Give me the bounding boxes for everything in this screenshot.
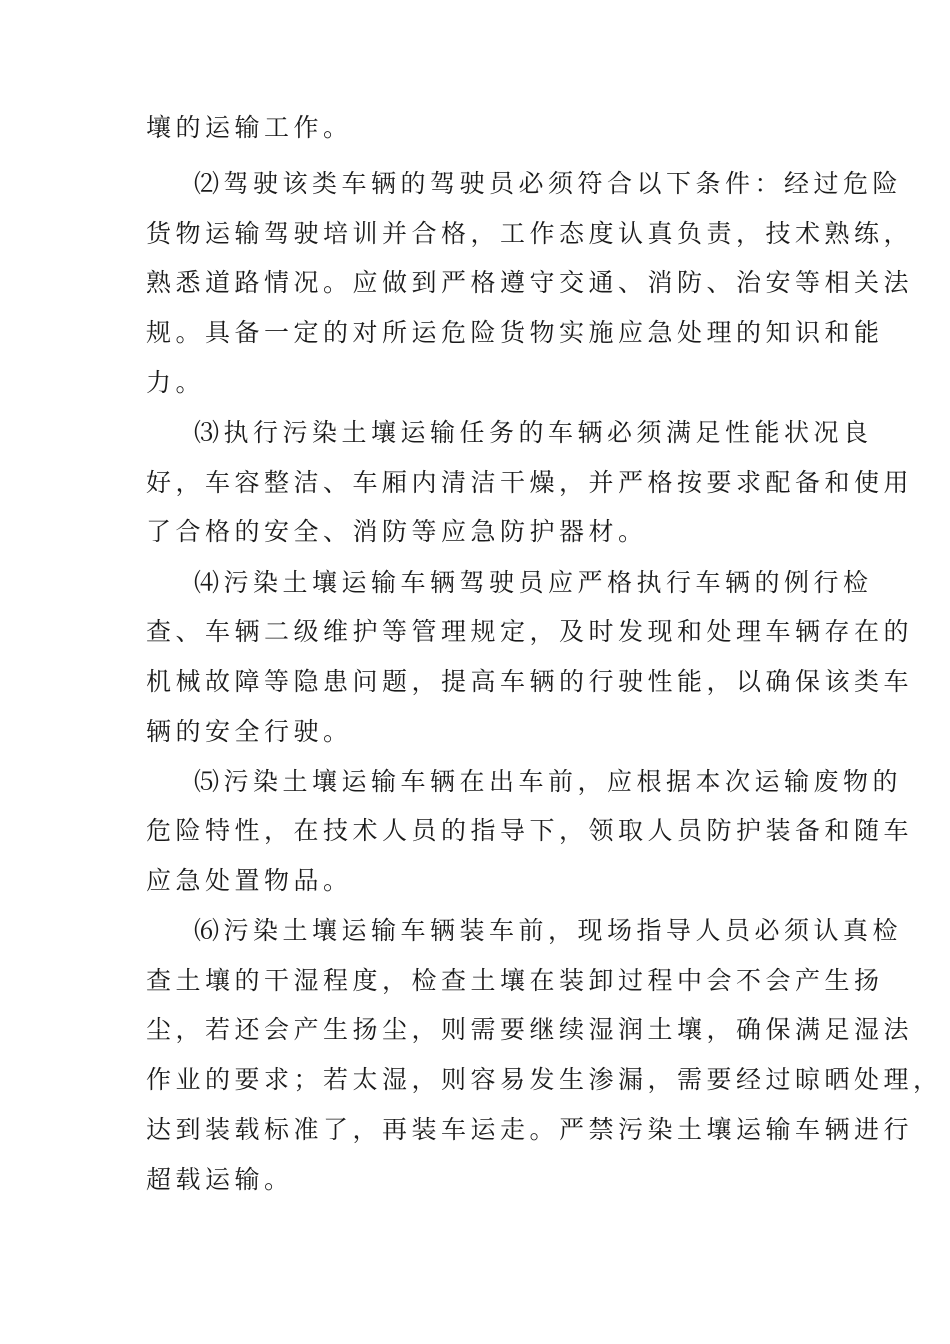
text-line: 机械故障等隐患问题，提高车辆的行驶性能，以确保该类车 — [146, 667, 914, 696]
text-line: 应急处置物品。 — [146, 866, 353, 895]
text-line: 查土壤的干湿程度，检查土壤在装卸过程中会不会产生扬 — [146, 966, 884, 995]
text-line: 货物运输驾驶培训并合格，工作态度认真负责，技术熟练， — [146, 219, 914, 248]
paragraph-5-start: ⑸污染土壤运输车辆在出车前，应根据本次运输废物的 — [194, 767, 903, 796]
text-line: 超载运输。 — [146, 1165, 294, 1194]
paragraph-3-start: ⑶执行污染土壤运输任务的车辆必须满足性能状况良 — [194, 418, 873, 447]
paragraph-4-start: ⑷污染土壤运输车辆驾驶员应严格执行车辆的例行检 — [194, 568, 873, 597]
paragraph-6-start: ⑹污染土壤运输车辆装车前，现场指导人员必须认真检 — [194, 916, 903, 945]
text-line: 了合格的安全、消防等应急防护器材。 — [146, 517, 648, 546]
text-line: 辆的安全行驶。 — [146, 717, 353, 746]
text-line: 查、车辆二级维护等管理规定，及时发现和处理车辆存在的 — [146, 617, 914, 646]
text-line: 壤的运输工作。 — [146, 113, 353, 142]
paragraph-2-start: ⑵驾驶该类车辆的驾驶员必须符合以下条件：经过危险 — [194, 169, 903, 198]
text-line: 熟悉道路情况。应做到严格遵守交通、消防、治安等相关法 — [146, 268, 914, 297]
text-line: 尘，若还会产生扬尘，则需要继续湿润土壤，确保满足湿法 — [146, 1015, 914, 1044]
text-line: 规。具备一定的对所运危险货物实施应急处理的知识和能 — [146, 318, 884, 347]
text-line: 好，车容整洁、车厢内清洁干燥，并严格按要求配备和使用 — [146, 468, 914, 497]
text-line: 达到装载标准了，再装车运走。严禁污染土壤运输车辆进行 — [146, 1115, 914, 1144]
text-line: 作业的要求；若太湿，则容易发生渗漏，需要经过晾晒处理， — [146, 1065, 943, 1094]
text-line: 危险特性，在技术人员的指导下，领取人员防护装备和随车 — [146, 816, 914, 845]
text-line: 力。 — [146, 368, 206, 397]
